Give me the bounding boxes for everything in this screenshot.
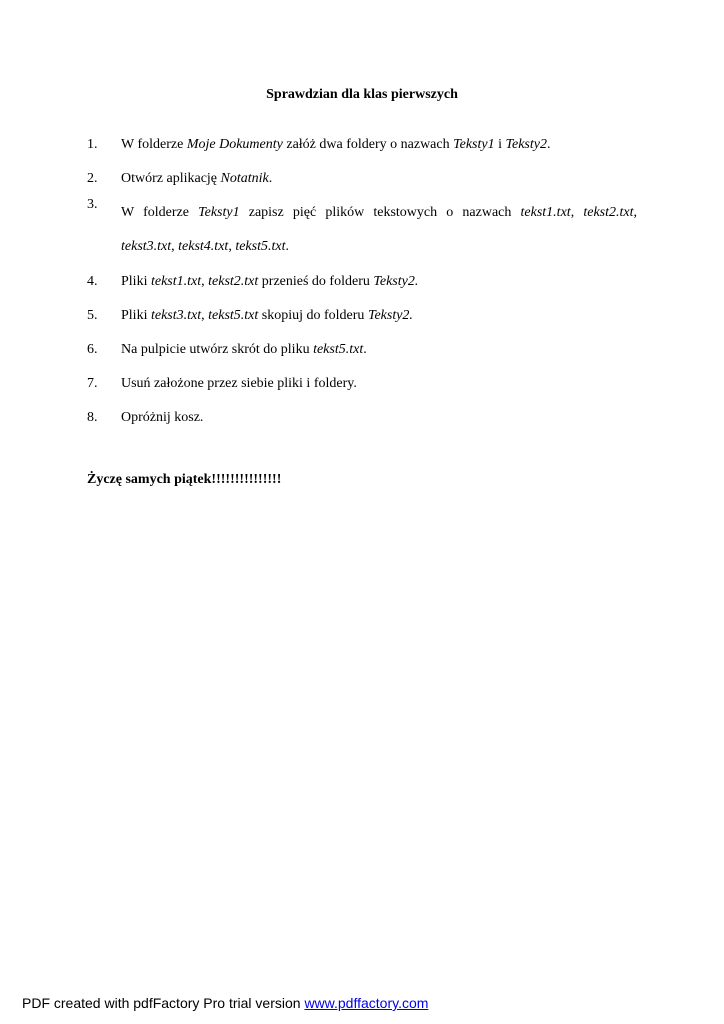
text-run: Usuń założone przez siebie pliki i foldery. [121,376,357,391]
task-item [87,136,637,153]
italic-term: tekst2.txt [583,205,634,220]
text-run: , [570,205,584,220]
text-run: , [633,205,637,220]
italic-term: Moje Dokumenty [186,137,283,152]
text-run: Pliki [121,274,151,289]
text-run: Pliki [121,308,151,323]
italic-term: Teksty2 [505,137,547,152]
task-number: 1. [87,137,98,152]
text-run: przenieś do folderu [258,274,374,289]
task-text [121,307,637,324]
text-run: . [363,342,367,357]
text-run: Otwórz aplikację [121,171,221,186]
italic-term: tekst1.txt [150,274,202,289]
italic-term: Teksty2. [373,274,419,289]
italic-term: tekst3.txt [150,308,202,323]
task-item [87,273,637,290]
task-item [87,170,637,187]
task-text [121,375,637,392]
task-number: 7. [87,376,98,391]
text-run: , [228,239,236,254]
task-item [87,196,637,264]
italic-term: tekst5.txt [208,308,259,323]
footer-link[interactable]: www.pdffactory.com [304,995,429,1011]
text-run: W folderze [121,205,199,220]
task-text [121,170,637,187]
task-number: 2. [87,171,98,186]
text-run: , [201,308,209,323]
italic-term: tekst3.txt [121,239,172,254]
italic-term: tekst2.txt [208,274,259,289]
text-run: i [494,137,506,152]
document-title: Sprawdzian dla klas pierwszych [266,87,458,102]
text-run: skopiuj do folderu [258,308,368,323]
text-run: załóż dwa foldery o nazwach [282,137,454,152]
italic-term: Notatnik [220,171,269,186]
text-run: . [546,137,551,152]
italic-term: Teksty2. [367,308,413,323]
task-text [121,409,637,426]
italic-term: Teksty1 [198,205,240,220]
text-run: , [171,239,179,254]
text-run: zapisz pięć plików tekstowych o nazwach [239,205,521,220]
task-number: 3. [87,197,98,212]
footer-text: PDF created with pdfFactory Pro trial version [22,995,305,1011]
task-item [87,307,637,324]
task-text [121,136,637,153]
task-item [87,375,637,392]
pdf-footer [22,994,428,1012]
task-text [121,196,637,264]
task-number: 5. [87,308,98,323]
closing-wish: Życzę samych piątek!!!!!!!!!!!!!!! [87,472,282,487]
italic-term: tekst5.txt [235,239,286,254]
task-text [121,341,637,358]
text-run: Na pulpicie utwórz skrót do pliku [121,342,314,357]
italic-term: tekst1.txt [520,205,571,220]
italic-term: tekst4.txt [178,239,229,254]
task-text [121,273,637,290]
task-number: 4. [87,274,98,289]
task-number: 6. [87,342,98,357]
text-run: . [285,239,289,254]
italic-term: Teksty1 [453,137,495,152]
text-run: . [268,171,273,186]
text-run: Opróżnij kosz. [121,410,204,425]
task-item [87,341,637,358]
text-run: , [201,274,209,289]
task-list [87,136,637,426]
task-item [87,409,637,426]
task-number: 8. [87,410,98,425]
text-run: W folderze [121,137,187,152]
italic-term: tekst5.txt [313,342,364,357]
